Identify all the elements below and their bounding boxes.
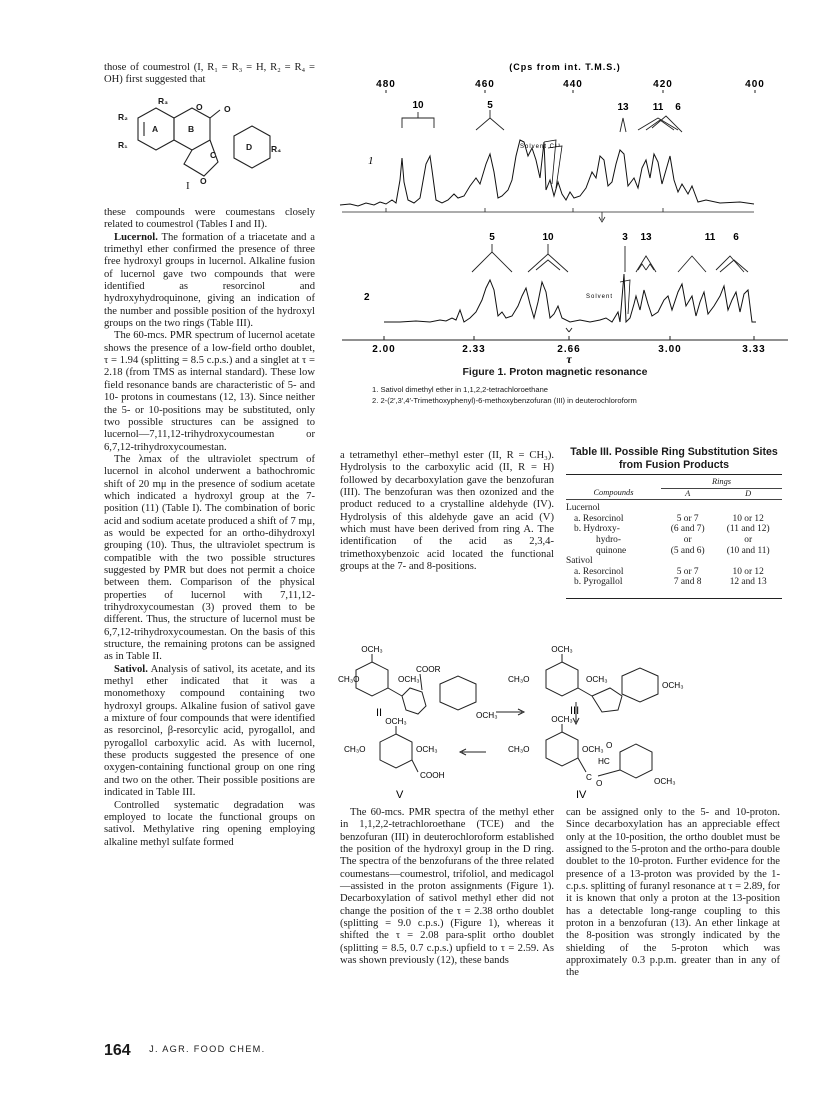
solvent-label-2: Solvent	[586, 294, 614, 300]
table-body	[566, 503, 782, 588]
middle-column-upper	[340, 450, 554, 573]
table-row	[566, 524, 782, 535]
table-row	[566, 577, 782, 588]
table-row	[566, 546, 782, 557]
trace2-peak-label: 5	[489, 232, 495, 243]
degradation-scheme	[336, 645, 796, 801]
bottom-tick: 2.33	[462, 344, 486, 355]
scheme-label: HC	[598, 757, 610, 766]
top-tick: 420	[653, 79, 673, 90]
table-cell: 12 and 13	[729, 577, 767, 588]
table-cell-compound: b. Pyrogallol	[574, 577, 623, 588]
table-rule	[566, 598, 782, 599]
table-cell: 10 or 12	[732, 513, 764, 524]
paragraph: The 60-mcs. PMR spectrum of lucernol acetate shows the presence of a low-field ortho doublet, τ = 1.94 (splitting = 8.5 c.p.s.) and a singlet at τ = 2.18 (from TMS as internal standard). These low field resonance bands are characteristic of 5- and 10- protons in coumestans (12, 13). Since neither the 5- or 10-positions may be substituted, only two possible structures can be assigned to lucernol—7,11,12-trihydroxycoumestan or 6,7,12-trihydroxycoumestan.	[104, 330, 315, 453]
table-row	[566, 514, 782, 525]
trace2-peak-label: 6	[733, 232, 739, 243]
table-cell: 5 or 7	[676, 566, 699, 577]
spectrum-trace-2	[384, 274, 756, 322]
section-heading-lucernol: Lucernol.	[114, 231, 158, 243]
trace2-peak-label: 10	[542, 232, 554, 243]
trace1-peak-label: 13	[617, 102, 629, 113]
table-3-title: Table III. Possible Ring Substitution Sites from Fusion Products	[570, 446, 778, 471]
table-header: A	[685, 488, 691, 498]
trace2-label: 2	[364, 292, 370, 303]
table-cell: (5 and 6)	[670, 545, 705, 556]
table-header: Compounds	[593, 488, 634, 498]
scheme-label: COOH	[420, 771, 445, 780]
compound-label-II: II	[376, 707, 383, 719]
structure-I-label: I	[186, 180, 190, 192]
bottom-tick: 3.00	[658, 344, 682, 355]
ring-a-label: A	[152, 124, 159, 134]
scheme-label: OCH₃	[476, 711, 498, 720]
scheme-label: OCH₃	[551, 715, 573, 724]
figure-1-legend	[372, 384, 792, 406]
table-cell	[714, 503, 782, 514]
table-cell-compound: hydro-	[596, 534, 621, 545]
bottom-tick: 2.66	[557, 344, 581, 355]
figure-1-spectra	[330, 60, 790, 365]
table-row	[566, 567, 782, 578]
scheme-label: CH₃O	[344, 745, 366, 754]
r2-label: R₂	[118, 112, 128, 122]
legend-item: 2. 2-(2′,3′,4′-Trimethoxyphenyl)-6-methoxybenzofuran (III) in deuterochloroform	[372, 396, 637, 405]
scheme-label: OCH₃	[586, 675, 608, 684]
trace2-peak-label: 3	[622, 232, 628, 243]
scheme-label: OCH₃	[582, 745, 604, 754]
scheme-label: OCH₃	[385, 717, 407, 726]
table-cell: (6 and 7)	[670, 524, 705, 535]
left-column-top	[104, 62, 315, 87]
top-tick: 400	[745, 79, 765, 90]
table-cell-compound: Sativol	[566, 556, 593, 567]
journal-name: J. AGR. FOOD CHEM.	[149, 1044, 266, 1054]
scheme-label: CH₃O	[508, 675, 530, 684]
scheme-label: CH₃O	[338, 675, 360, 684]
table-cell-compound: quinone	[596, 545, 627, 556]
trace1-peak-label: 6	[675, 102, 681, 113]
table-header: D	[745, 488, 752, 498]
scheme-label: COOR	[416, 665, 441, 674]
paragraph: Sativol. Analysis of sativol, its acetate, and its methyl ether indicated that it was a monomethoxy compound containing two hydroxyl groups. Alkaline fusion of sativol gave a mixture of four compounds that were identified as resorcinol, β-resorcylic acid, pyrogallol, and pyrogallol carboxylic acid. As with lucernol, these products suggested the presence of one oxygen-containing functional group on one ring and two on the other. Their possible positions are indicated in Table III.	[104, 663, 315, 799]
table-cell: 10 or 12	[732, 566, 764, 577]
trace1-peak-label: 5	[487, 100, 493, 111]
table-cell	[714, 556, 782, 567]
trace1-peak-label: 11	[652, 102, 664, 113]
scheme-label: OCH₃	[654, 777, 676, 786]
trace1-peak-label: 10	[412, 100, 424, 111]
middle-column-lower	[340, 807, 554, 967]
bottom-tick: 3.33	[742, 344, 766, 355]
paragraph: a tetramethyl ether–methyl ester (II, R = CH₃). Hydrolysis to the carboxylic acid (II, R = H) followed by decarboxylation gave the benzofuran (III). The benzofuran was then ozonized and the product reduced to a crystalline aldehyde (IV). Hydrolysis of this aldehyde gave an acid (V) which must have been derived from ring A. The identification of the acid as 2,3,4-trimethoxybenzoic acid located the functional groups at the 7- and 8-positions.	[340, 450, 554, 573]
table-row	[566, 503, 782, 514]
scheme-label: OCH₃	[398, 675, 420, 684]
paragraph: Lucernol. The formation of a triacetate and a trimethyl ether confirmed the presence of three free hydroxyl groups in lucernol. Alkaline fusion of lucernol gave two compounds that were identified as resorcinol and hydroxyhydroquinone, giving an indication of the number and possible position of the hydroxyl groups on the two rings (Table III).	[104, 231, 315, 330]
table-cell: 5 or 7	[676, 513, 699, 524]
table-cell	[661, 503, 714, 514]
top-tick: 440	[563, 79, 583, 90]
table-rule	[566, 474, 782, 475]
scheme-label: OCH₃	[662, 681, 684, 690]
r4-label: R₄	[271, 144, 282, 154]
table-cell: (10 and 11)	[726, 545, 770, 556]
table-cell-compound: a. Resorcinol	[574, 513, 624, 524]
table-cell: (11 and 12)	[726, 524, 770, 535]
scheme-label: O	[606, 741, 613, 750]
table-cell-compound: a. Resorcinol	[574, 566, 624, 577]
table-cell: or	[683, 534, 692, 545]
paragraph: The 60-mcs. PMR spectra of the methyl ether in 1,1,2,2-tetrachloroethane (TCE) and the benzofuran (III) in deuterochloroform established the position of the hydroxyl group in the D ring. The spectra of the benzofurans of the three related coumestans—coumestrol, trifoliol, and medicagol—assisted in the proton assignments (Figure 1). Decarboxylation of sativol methyl ether did not change the position of the τ = 2.38 ortho doublet (splitting = 9.0 c.p.s.) (Figure 1), whereas it shifted the τ = 2.08 para-split ortho doublet (splitting = 8.5, 0.7 c.p.s.) upfield to τ = 2.59. As was shown previously (12), these bands	[340, 807, 554, 967]
table-3	[566, 477, 782, 588]
ring-c-label: C	[210, 150, 217, 160]
section-heading-sativol: Sativol.	[114, 663, 148, 675]
paragraph: those of coumestrol (I, R₁ = R₃ = H, R₂ = R₄ = OH) first suggested that	[104, 62, 315, 86]
carbonyl-o: O	[224, 104, 231, 114]
paragraph: can be assigned only to the 5- and 10-proton. Since decarboxylation has an appreciable effect only at the 10-position, the ortho doublet must be assigned to the 5-proton and the ortho-para double doublet to the 10-proton. Further evidence for the presence of a 13-proton was provided by the 1-c.p.s. splitting of furanyl resonance at τ = 2.89, for it is known that only a proton at the 13-position has a detectable long-range coupling to this proton in a benzofuran (13). An ether linkage at the 8-position was strongly indicated by the shielding of the 5-proton which was approximately 0.3 p.p.m. greater than in any of the	[566, 807, 780, 979]
top-tick: 480	[376, 79, 396, 90]
scheme-label: CH₃O	[508, 745, 530, 754]
tau-axis-symbol: τ	[566, 352, 572, 366]
table-row	[566, 556, 782, 567]
table-col-group: Rings	[661, 477, 782, 488]
table-row	[566, 535, 782, 546]
table-cell-compound: b. Hydroxy-	[574, 524, 620, 535]
table-cell	[661, 556, 714, 567]
scheme-label: C	[586, 773, 592, 782]
compound-label-V: V	[396, 789, 404, 801]
compound-label-IV: IV	[576, 789, 587, 801]
trace1-label: 1	[368, 155, 374, 167]
left-column	[104, 207, 315, 849]
ring-d-label: D	[246, 142, 253, 152]
trace2-peak-label: 13	[640, 232, 652, 243]
r3-label: R₃	[158, 96, 169, 106]
trace2-peak-label: 11	[704, 232, 716, 243]
figure-1-caption: Figure 1. Proton magnetic resonance	[462, 366, 648, 378]
page-footer	[104, 1042, 265, 1060]
top-tick: 460	[475, 79, 495, 90]
scheme-label: O	[596, 779, 603, 788]
top-axis-title: (Cps from int. T.M.S.)	[509, 62, 621, 72]
lactone-o: O	[196, 102, 203, 112]
paragraph: The λmax of the ultraviolet spectrum of lucernol in alcohol underwent a bathochromic shift of 20 mμ in the presence of sodium acetate which indicated a hydroxyl group at the 7-position (11) (Table I). The combination of boric acid and sodium acetate produced a shift of 7 mμ, as would be expected for an ortho-dihydroxyl grouping (10). Thus, the ultraviolet spectrum is compatible with the two possible structures suggested by PMR but does not permit a choice between them. Comparison of the physical properties of lucernol with 7,11,12-trihydroxycoumestan (3) proved them to be different. Thus, the structure of lucernol must be 6,7,12-trihydroxycoumestan. On the basis of this structure, the remaining protons can be assigned as in Table II.	[104, 453, 316, 663]
scheme-label: OCH₃	[416, 745, 438, 754]
structure-I-labels	[104, 96, 315, 201]
ring-b-label: B	[188, 124, 195, 134]
paragraph: Controlled systematic degradation was employed to locate the functional groups on sativol. Methylative ring opening employing alkaline methyl sulfate formed	[104, 799, 315, 848]
table-cell: or	[744, 534, 753, 545]
bottom-tick: 2.00	[372, 344, 396, 355]
compound-label-III: III	[570, 705, 580, 717]
furan-o: O	[200, 176, 207, 186]
right-column-lower	[566, 807, 780, 980]
scheme-label: OCH₃	[361, 645, 383, 654]
table-cell-compound: Lucernol	[566, 503, 600, 514]
paragraph: these compounds were coumestans closely related to coumestrol (Tables I and II).	[104, 207, 315, 231]
table-cell: 7 and 8	[673, 577, 702, 588]
page-number: 164	[104, 1042, 131, 1059]
scheme-label: OCH₃	[551, 645, 573, 654]
legend-item: 1. Sativol dimethyl ether in 1,1,2,2-tetrachloroethane	[372, 385, 549, 394]
solvent-label-1: Solvent C¹³	[520, 144, 562, 150]
r1-label: R₁	[118, 140, 128, 150]
